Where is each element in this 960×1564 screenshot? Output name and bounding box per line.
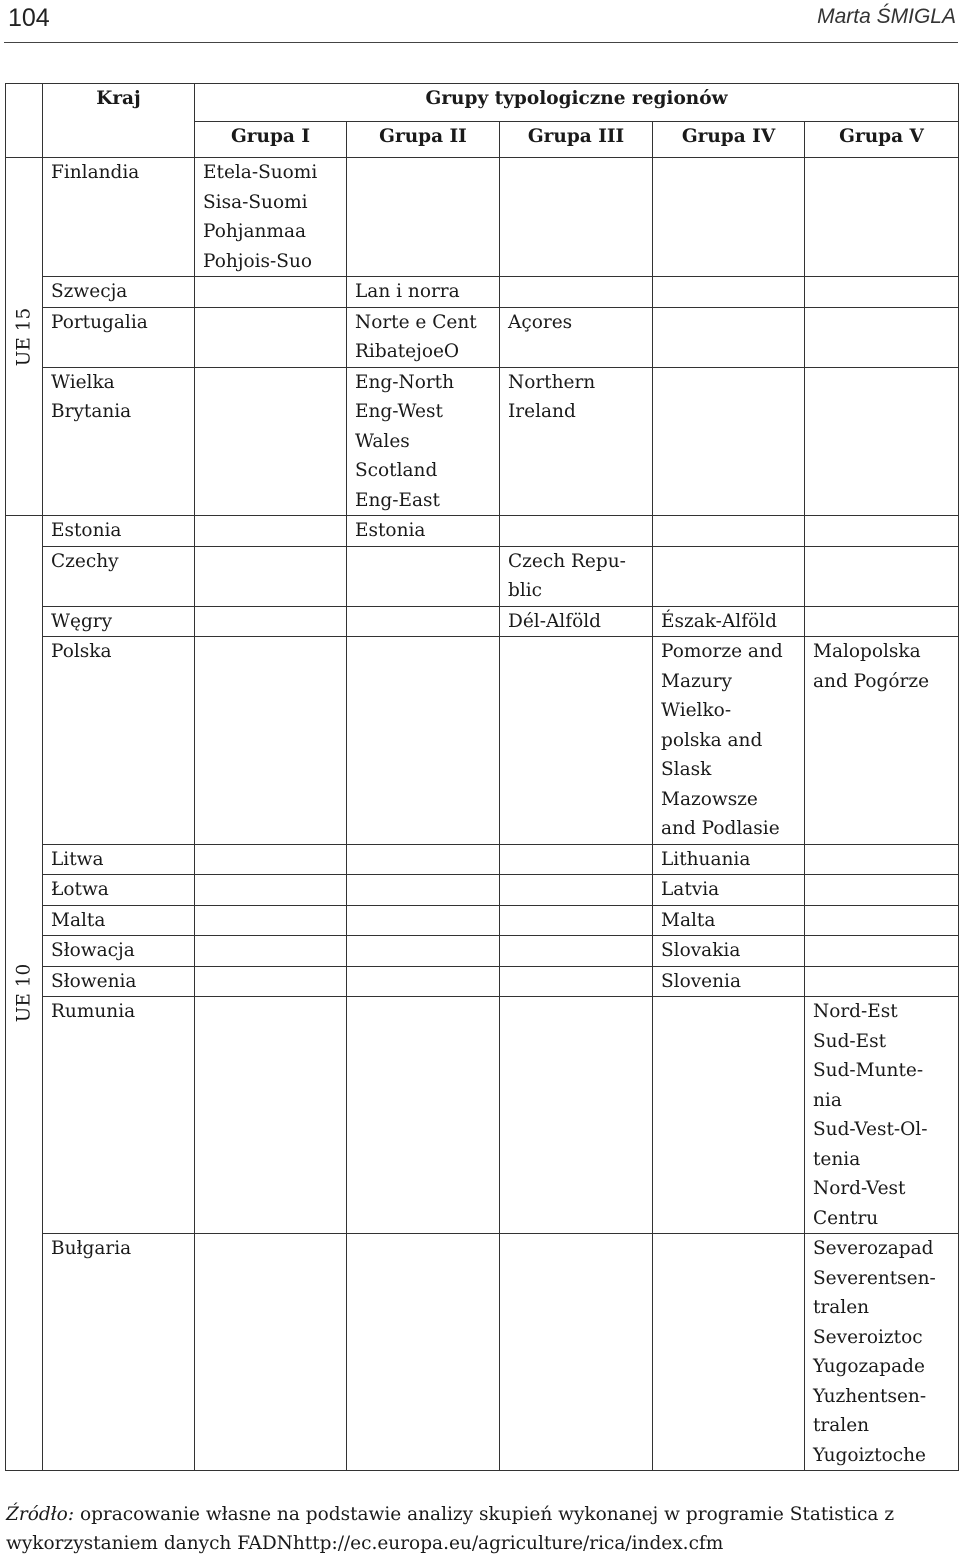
country-cell: Słowenia — [43, 966, 195, 997]
group-1-cell — [195, 546, 347, 606]
group-5-cell — [805, 905, 959, 936]
group-2-cell — [347, 158, 500, 277]
group-5-cell: Severozapad Severentsen- tralen Severoiztoc Yugozapade Yuzhentsen- tralen Yugoiztoche — [805, 1234, 959, 1471]
group-4-cell — [653, 546, 805, 606]
table-row — [6, 1234, 959, 1471]
group-5-cell — [805, 367, 959, 516]
group-1-cell — [195, 966, 347, 997]
block-label-cell — [6, 516, 43, 1471]
group-3-cell — [500, 875, 653, 906]
source-note — [6, 1500, 958, 1558]
group-3-cell — [500, 158, 653, 277]
table-row — [6, 546, 959, 606]
group-5-cell — [805, 936, 959, 967]
group-1-cell — [195, 516, 347, 547]
country-cell: Wielka Brytania — [43, 367, 195, 516]
country-cell: Czechy — [43, 546, 195, 606]
group-2-cell — [347, 905, 500, 936]
group-1-cell — [195, 905, 347, 936]
group-3-cell — [500, 277, 653, 308]
table-row — [6, 905, 959, 936]
group-5-cell — [805, 875, 959, 906]
block-label: UE 15 — [13, 307, 35, 366]
group-2-cell: Eng-North Eng-West Wales Scotland Eng-East — [347, 367, 500, 516]
group-4-cell — [653, 158, 805, 277]
group-4-cell: Slovakia — [653, 936, 805, 967]
typology-table — [5, 83, 959, 1471]
block-label-cell — [6, 158, 43, 516]
group-3-cell — [500, 844, 653, 875]
groups-header: Grupy typologiczne regionów — [195, 84, 959, 122]
table-row — [6, 637, 959, 845]
group-3-cell: Northern Ireland — [500, 367, 653, 516]
group-header-2: Grupa II — [347, 122, 500, 158]
group-3-cell: Czech Repu- blic — [500, 546, 653, 606]
group-2-cell — [347, 966, 500, 997]
group-3-cell: Açores — [500, 307, 653, 367]
running-author: Marta ŚMIGLA — [817, 5, 956, 28]
country-cell: Węgry — [43, 606, 195, 637]
country-cell: Polska — [43, 637, 195, 845]
group-5-cell — [805, 966, 959, 997]
group-5-cell — [805, 516, 959, 547]
table-row — [6, 367, 959, 516]
group-1-cell — [195, 1234, 347, 1471]
table-row — [6, 158, 959, 277]
group-1-cell — [195, 844, 347, 875]
group-4-cell — [653, 307, 805, 367]
header-rule — [4, 42, 958, 43]
group-4-cell — [653, 367, 805, 516]
group-4-cell: Malta — [653, 905, 805, 936]
group-1-cell — [195, 997, 347, 1234]
table-row — [6, 997, 959, 1234]
country-cell: Estonia — [43, 516, 195, 547]
group-2-cell — [347, 875, 500, 906]
group-5-cell: Malopolska and Pogórze — [805, 637, 959, 845]
group-4-cell — [653, 1234, 805, 1471]
group-1-cell — [195, 637, 347, 845]
group-4-cell: Latvia — [653, 875, 805, 906]
group-5-cell — [805, 158, 959, 277]
group-2-cell — [347, 606, 500, 637]
country-header: Kraj — [43, 84, 195, 158]
page-number: 104 — [8, 4, 50, 32]
table-row — [6, 844, 959, 875]
table-row — [6, 277, 959, 308]
table-row — [6, 307, 959, 367]
group-1-cell — [195, 307, 347, 367]
block-label: UE 10 — [13, 963, 35, 1023]
group-header-3: Grupa III — [500, 122, 653, 158]
country-cell: Rumunia — [43, 997, 195, 1234]
group-header-1: Grupa I — [195, 122, 347, 158]
group-4-cell: Észak-Alföld — [653, 606, 805, 637]
group-4-cell: Pomorze and Mazury Wielko- polska and Slask Mazowsze and Podlasie — [653, 637, 805, 845]
page-header — [0, 0, 960, 44]
group-5-cell — [805, 546, 959, 606]
source-text: opracowanie własne na podstawie analizy skupień wykonanej w programie Statistica z wykorzystaniem danych FADNhttp://ec.europa.eu/agriculture/rica/index.cfm — [6, 1504, 895, 1554]
group-5-cell — [805, 606, 959, 637]
country-cell: Słowacja — [43, 936, 195, 967]
corner-cell — [6, 84, 43, 158]
group-3-cell — [500, 966, 653, 997]
group-1-cell — [195, 367, 347, 516]
group-2-cell — [347, 546, 500, 606]
group-header-4: Grupa IV — [653, 122, 805, 158]
group-3-cell — [500, 936, 653, 967]
group-2-cell: Estonia — [347, 516, 500, 547]
group-2-cell — [347, 936, 500, 967]
group-5-cell — [805, 844, 959, 875]
group-4-cell — [653, 516, 805, 547]
group-5-cell: Nord-Est Sud-Est Sud-Munte- nia Sud-Vest-Ol- tenia Nord-Vest Centru — [805, 997, 959, 1234]
group-4-cell — [653, 277, 805, 308]
group-3-cell — [500, 1234, 653, 1471]
group-1-cell — [195, 936, 347, 967]
group-3-cell — [500, 637, 653, 845]
group-2-cell — [347, 844, 500, 875]
country-cell: Bułgaria — [43, 1234, 195, 1471]
country-cell: Litwa — [43, 844, 195, 875]
country-cell: Łotwa — [43, 875, 195, 906]
group-2-cell — [347, 637, 500, 845]
group-2-cell: Lan i norra — [347, 277, 500, 308]
group-1-cell — [195, 606, 347, 637]
group-3-cell — [500, 997, 653, 1234]
table-row — [6, 875, 959, 906]
table-row — [6, 936, 959, 967]
country-cell: Szwecja — [43, 277, 195, 308]
group-5-cell — [805, 307, 959, 367]
table-row — [6, 966, 959, 997]
table-row — [6, 606, 959, 637]
group-3-cell — [500, 905, 653, 936]
group-4-cell — [653, 997, 805, 1234]
group-2-cell: Norte e Cent RibatejoeO — [347, 307, 500, 367]
table-row — [6, 516, 959, 547]
country-cell: Malta — [43, 905, 195, 936]
group-2-cell — [347, 997, 500, 1234]
group-1-cell: Etela-Suomi Sisa-Suomi Pohjanmaa Pohjois-Suo — [195, 158, 347, 277]
group-4-cell: Slovenia — [653, 966, 805, 997]
group-4-cell: Lithuania — [653, 844, 805, 875]
group-1-cell — [195, 277, 347, 308]
group-5-cell — [805, 277, 959, 308]
group-1-cell — [195, 875, 347, 906]
group-2-cell — [347, 1234, 500, 1471]
country-cell: Portugalia — [43, 307, 195, 367]
source-label: Źródło: — [6, 1504, 75, 1525]
country-cell: Finlandia — [43, 158, 195, 277]
group-header-5: Grupa V — [805, 122, 959, 158]
group-3-cell — [500, 516, 653, 547]
group-3-cell: Dél-Alföld — [500, 606, 653, 637]
